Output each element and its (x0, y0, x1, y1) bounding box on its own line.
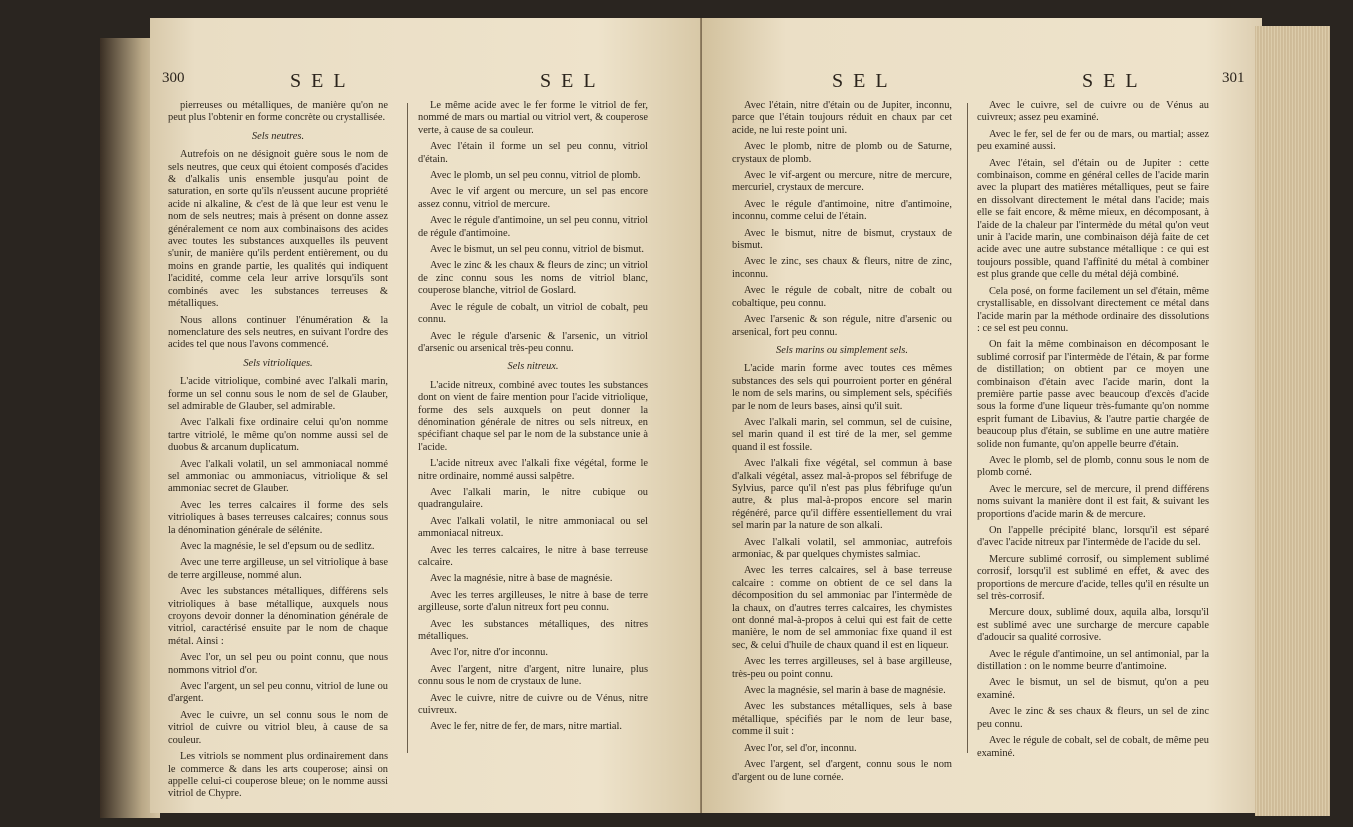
right-header-word-2: SEL (1082, 70, 1148, 92)
paragraph: Avec les substances métalliques, différens sels vitrioliques à base métallique, auxquels nous croyons devoir donner la dénomination générale de vitriol, caractérisé ensuite par le nom de chaque métal. Ainsi : (168, 586, 388, 647)
paragraph: Avec l'étain, nitre d'étain ou de Jupiter, inconnu, parce que l'étain toujours réduit en chaux par cet acide, ne lui reste point uni. (732, 100, 952, 136)
paragraph: Avec l'alkali fixe végétal, sel commun à base d'alkali végétal, assez mal-à-propos sel fébrifuge de Sylvius, parce qu'il n'est pas plus fébrifuge qu'un autre, & plus mal-à-propos encore sel marin régénéré, parce qu'il diffère essentiellement du vrai sel marin par la nature de son alkali. (732, 458, 952, 532)
paragraph: Le même acide avec le fer forme le vitriol de fer, nommé de mars ou martial ou vitriol vert, & couperose verte, à cause de sa couleur. (418, 100, 648, 136)
paragraph: Avec le fer, sel de fer ou de mars, ou martial; assez peu examiné aussi. (977, 128, 1209, 153)
paragraph: On l'appelle précipité blanc, lorsqu'il est séparé d'avec l'acide nitreux par l'intermède de l'acide du sel. (977, 525, 1209, 549)
paragraph: Avec l'alkali volatil, le nitre ammoniacal ou sel ammoniacal nitreux. (418, 515, 648, 540)
paragraph: Avec l'argent, sel d'argent, connu sous le nom d'argent ou de lune cornée. (732, 759, 952, 783)
paragraph: Avec la magnésie, nitre à base de magnésie. (430, 573, 613, 585)
right-page-number: 301 (1222, 70, 1245, 86)
paragraph: Avec le plomb, un sel peu connu, vitriol de plomb. (430, 170, 641, 182)
paragraph: Avec le bismut, un sel peu connu, vitriol de bismut. (430, 244, 644, 256)
right-column-2 (977, 100, 1209, 764)
paragraph: Avec les terres argilleuses, le nitre à base de terre argilleuse, sorte d'alun nitreux fort peu connu. (418, 589, 648, 614)
section-heading: Sels neutres. (251, 130, 305, 142)
paragraph: Avec le cuivre, un sel connu sous le nom de vitriol de cuivre ou vitriol bleu, à cause de sa couleur. (168, 709, 388, 746)
paragraph: Avec une terre argilleuse, un sel vitriolique à base de terre argilleuse, nommé alun. (168, 557, 388, 581)
paragraph: Avec les terres calcaires il forme des sels vitrioliques à bases terreuses calcaires; connus sous la dénomination générale de sélénite. (168, 499, 388, 536)
book-edge-right (1255, 26, 1330, 816)
paragraph: Mercure sublimé corrosif, ou simplement sublimé corrosif, lorsqu'il est sublimé en effet, & avec des proportions de mercure d'acide, telles qu'il en résulte un sel très-corrosif. (977, 553, 1209, 603)
paragraph: On fait la même combinaison en décomposant le sublimé corrosif par l'intermède de l'étain, & par forme de distillation; on obtient par ce moyen une combinaison d'étain avec l'acide marin, dont la première partie passe avec beaucoup d'excès d'acide sous la forme d'une liqueur très-fumante qu'on nomme esprit fumant de Libavius, & l'autre partie chargée de beaucoup plus d'étain, se sublime en une autre matière solide non fumante, qu'on appelle beurre d'étain. (977, 339, 1209, 450)
paragraph: Avec l'étain, sel d'étain ou de Jupiter : cette combinaison, comme en général celles de l'acide marin avec la plupart des matières métalliques, peut se faire en dissolvant directement le métal dans l'acide; mais elle se fait encore, & même mieux, en décomposant, à l'aide de la chaleur par l'intermède du métal qu'on veut unir à l'acide marin, une combinaison déjà faite de cet acide avec une autre substance métallique : ce qui est toujours possible, quand l'affinité du métal à combiner est plus grande que celle du métal déjà combiné. (977, 157, 1209, 281)
right-page (702, 18, 1262, 813)
paragraph: Avec l'arsenic & son régule, nitre d'arsenic ou arsenical, fort peu connu. (732, 314, 952, 338)
open-book (40, 18, 1330, 818)
left-page (150, 18, 710, 813)
paragraph: Avec les terres calcaires, le nitre à base terreuse calcaire. (418, 544, 648, 568)
left-page-number: 300 (162, 70, 185, 86)
paragraph: Avec le régule d'antimoine, nitre d'antimoine, inconnu, comme celui de l'étain. (732, 198, 952, 223)
paragraph: Avec l'alkali marin, sel commun, sel de cuisine, sel marin quand il est tiré de la mer, sel gemme quand il est fossile. (732, 416, 952, 453)
left-header-word-1: SEL (290, 70, 356, 92)
left-column-1 (168, 100, 388, 805)
left-column-2 (418, 100, 648, 738)
paragraph: Avec le zinc & les chaux & fleurs de zinc; un vitriol de zinc connu sous les noms de vitriol blanc, couperose blanche, vitriol de Goslard. (418, 260, 648, 297)
paragraph: L'acide vitriolique, combiné avec l'alkali marin, forme un sel connu sous le nom de sel de Glauber, sel admirable de Glauber, sel admirable. (168, 376, 388, 412)
paragraph: Avec l'alkali fixe ordinaire celui qu'on nomme tartre vitriolé, le même qu'on nomme aussi sel de duobus & arcanum duplicatum. (168, 417, 388, 454)
paragraph: Avec la magnésie, sel marin à base de magnésie. (744, 685, 946, 697)
paragraph: Avec l'argent, nitre d'argent, nitre lunaire, plus connu sous le nom de crystaux de lune. (418, 663, 648, 688)
right-header-word-1: SEL (832, 70, 898, 92)
paragraph: Avec le régule de cobalt, sel de cobalt, de même peu examiné. (977, 735, 1209, 759)
paragraph: Avec le cuivre, sel de cuivre ou de Vénus au cuivreux; assez peu examiné. (977, 100, 1209, 124)
paragraph: Avec le vif argent ou mercure, un sel pas encore assez connu, vitriol de mercure. (418, 186, 648, 210)
paragraph: Mercure doux, sublimé doux, aquila alba, lorsqu'il est sublimé avec une surcharge de mercure capable d'adoucir sa qualité corrosive. (977, 607, 1209, 644)
section-heading: Sels marins ou simplement sels. (776, 344, 908, 356)
paragraph: Avec le régule de cobalt, nitre de cobalt ou cobaltique, peu connu. (732, 285, 952, 309)
paragraph: Avec le plomb, nitre de plomb ou de Saturne, crystaux de plomb. (732, 141, 952, 165)
paragraph: Avec le régule d'antimoine, un sel peu connu, vitriol de régule d'antimoine. (418, 215, 648, 239)
paragraph: pierreuses ou métalliques, de manière qu'on ne peut plus l'obtenir en forme concrète ou crystallisée. (168, 100, 388, 124)
paragraph: Les vitriols se nomment plus ordinairement dans le commerce & dans les arts couperose; ainsi on appelle celui-ci couperose bleue; on le nomme aussi vitriol de Chypre. (168, 751, 388, 800)
paragraph: Nous allons continuer l'énumération & la nomenclature des sels neutres, en suivant l'ordre des acides tel que nous l'avons commencé. (168, 314, 388, 351)
paragraph: Avec le bismut, un sel de bismut, qu'on a peu examiné. (977, 677, 1209, 701)
section-heading: Sels nitreux. (507, 361, 559, 373)
paragraph: Avec l'or, un sel peu ou point connu, que nous nommons vitriol d'or. (168, 652, 388, 676)
paragraph: Avec le zinc, ses chaux & fleurs, nitre de zinc, inconnu. (732, 256, 952, 280)
paragraph: Avec l'alkali marin, le nitre cubique ou quadrangulaire. (418, 486, 648, 511)
left-header-word-2: SEL (540, 70, 606, 92)
paragraph: Avec l'or, sel d'or, inconnu. (744, 742, 857, 754)
paragraph: Avec l'or, nitre d'or inconnu. (430, 647, 548, 659)
paragraph: Avec le régule de cobalt, un vitriol de cobalt, peu connu. (418, 301, 648, 326)
section-heading: Sels vitrioliques. (243, 357, 313, 369)
paragraph: Avec le vif-argent ou mercure, nitre de mercure, mercuriel, crystaux de mercure. (732, 170, 952, 194)
paragraph: Avec le cuivre, nitre de cuivre ou de Vénus, nitre cuivreux. (418, 692, 648, 717)
paragraph: Avec l'argent, un sel peu connu, vitriol de lune ou d'argent. (168, 681, 388, 705)
paragraph: Avec le bismut, nitre de bismut, crystaux de bismut. (732, 227, 952, 252)
paragraph: Avec le fer, nitre de fer, de mars, nitre martial. (430, 721, 622, 733)
paragraph: Avec le plomb, sel de plomb, connu sous le nom de plomb corné. (977, 454, 1209, 479)
right-column-1 (732, 100, 952, 788)
paragraph: Avec les terres calcaires, sel à base terreuse calcaire : comme on obtient de ce sel dans la décomposition du sel ammoniac par l'intermède de la chaux, on d'autres terres calcaires, les chymistes ont donné mal-à-propos à celui qui est fait de cette manière, le nom de sel ammoniac fixe quand il est sec, & celui d'huile de chaux quand il est en liqueur. (732, 565, 952, 651)
right-column-rule (967, 103, 968, 753)
paragraph: Avec l'alkali volatil, sel ammoniac, autrefois armoniac, & par quelques chymistes salmiac. (732, 536, 952, 560)
paragraph: Avec les substances métalliques, sels à base métallique, spécifiés par le nom de leur base, comme il suit : (732, 701, 952, 738)
paragraph: Autrefois on ne désignoit guère sous le nom de sels neutres, que ceux qui étoient composés d'acides & d'alkalis unis ensemble jusqu'au point de saturation, en sorte qu'ils n'eussent aucune propriété acide ni alkaline, & c'est de là que leur est venu le nom de sels neutres; mais à présent on donne assez généralement ce nom aux combinaisons des acides avec toutes les substances auxquelles ils peuvent s'unir, de manière qu'ils perdent entièrement, ou du moins en grande partie, les qualités qui indiquent l'acidité, comme cela leur arrive lorsqu'ils sont combinés avec les substances terreuses & métalliques. (168, 149, 388, 310)
paragraph: Avec le mercure, sel de mercure, il prend différens noms suivant la manière dont il est fait, & suivant les proportions d'acide marin & de mercure. (977, 483, 1209, 520)
paragraph: Cela posé, on forme facilement un sel d'étain, même crystallisable, en dissolvant directement ce métal dans l'acide marin par la méthode ordinaire des dissolutions : ce sel est peu connu. (977, 285, 1209, 334)
paragraph: Avec l'alkali volatil, un sel ammoniacal nommé sel ammoniac ou ammoniacus, vitriolique & sel ammoniac secret de Glauber. (168, 458, 388, 495)
paragraph: L'acide nitreux, combiné avec toutes les substances dont on vient de faire mention pour l'acide vitriolique, forme des sels auxquels on peut donner la dénomination générale de nitres ou sels nitreux, en spécifiant chaque sel par le nom de la substance unie à l'acide. (418, 379, 648, 453)
left-column-rule (407, 103, 408, 753)
paragraph: Avec le zinc & ses chaux & fleurs, un sel de zinc peu connu. (977, 706, 1209, 730)
paragraph: Avec l'étain il forme un sel peu connu, vitriol d'étain. (418, 141, 648, 165)
paragraph: Avec les terres argilleuses, sel à base argilleuse, très-peu ou point connu. (732, 656, 952, 680)
paragraph: L'acide nitreux avec l'alkali fixe végétal, forme le nitre ordinaire, nommé aussi salpêtre. (418, 458, 648, 482)
paragraph: Avec les substances métalliques, des nitres métalliques. (418, 618, 648, 643)
paragraph: Avec le régule d'arsenic & l'arsenic, un vitriol d'arsenic ou arsenical très-peu connu. (418, 330, 648, 354)
paragraph: Avec la magnésie, le sel d'epsum ou de sedlitz. (180, 541, 375, 552)
paragraph: L'acide marin forme avec toutes ces mêmes substances des sels qui pourroient porter en général le nom de sels marins, ou simplement sels, spécifiés par le nom de leurs bases, ainsi qu'il suit. (732, 363, 952, 412)
paragraph: Avec le régule d'antimoine, un sel antimonial, par la distillation : on le nomme beurre d'antimoine. (977, 648, 1209, 673)
